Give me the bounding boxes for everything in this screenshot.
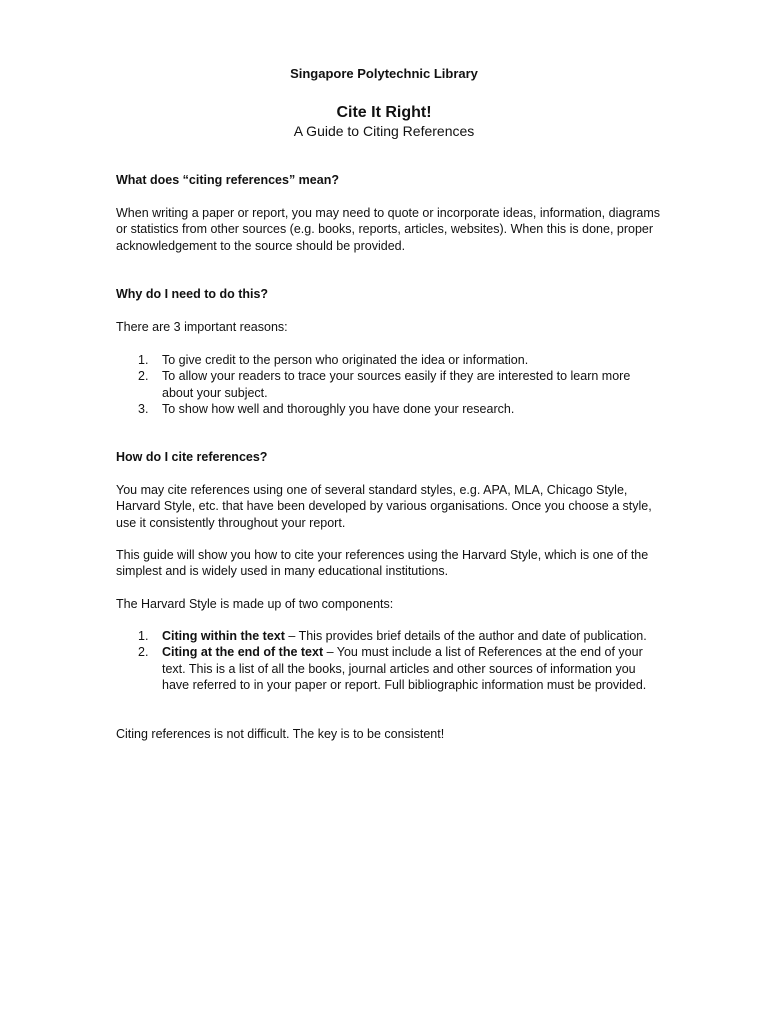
- list-item: [116, 644, 661, 693]
- section-paragraph-components: The Harvard Style is made up of two components:: [116, 597, 394, 611]
- list-item-number: 1.: [138, 629, 149, 643]
- list-item-lead: Citing within the text: [162, 629, 285, 643]
- list-item-number: 3.: [138, 401, 149, 416]
- components-list: [116, 628, 661, 693]
- list-item: [116, 352, 661, 368]
- section-paragraph-styles: You may cite references using one of several standard styles, e.g. APA, MLA, Chicago Style, Harvard Style, etc. that have been developed by various organisations. Once you choose a style, use it consistently throughout your report.: [116, 483, 652, 530]
- list-item-text: To give credit to the person who originated the idea or information.: [162, 353, 529, 367]
- document-title: Cite It Right!: [336, 104, 432, 121]
- reasons-intro: There are 3 important reasons:: [116, 320, 288, 334]
- list-item-text: To show how well and thoroughly you have done your research.: [162, 401, 515, 416]
- section-paragraph-what: When writing a paper or report, you may need to quote or incorporate ideas, information, diagrams or statistics from other sources (e.g. books, reports, articles, websites). When this is done, proper acknowledgement to the source should be provided.: [116, 206, 661, 253]
- reasons-list: [116, 352, 661, 417]
- section-heading-what: What does “citing references” mean?: [116, 173, 339, 187]
- list-item-number: 1.: [138, 353, 149, 367]
- list-item-text: To allow your readers to trace your sources easily if they are interested to learn more about your subject.: [162, 369, 631, 400]
- organization-name: Singapore Polytechnic Library: [290, 66, 478, 81]
- list-item-text: – This provides brief details of the author and date of publication.: [284, 629, 647, 643]
- section-heading-why: Why do I need to do this?: [116, 287, 269, 301]
- list-item-number: 2.: [138, 645, 149, 660]
- list-item: [116, 368, 661, 401]
- list-item-text: – You must include a list of References at the end of your text. This is a list of all the books, journal articles and other sources of information you have referred to in your paper or report. Full bibliographic information must be provided.: [162, 645, 647, 692]
- section-paragraph-harvard: This guide will show you how to cite your references using the Harvard Style, which is one of the simplest and is widely used in many educational institutions.: [116, 548, 649, 579]
- list-item: [116, 628, 661, 644]
- list-item-number: 2.: [138, 369, 149, 384]
- closing-statement: Citing references is not difficult. The key is to be consistent!: [116, 727, 445, 741]
- section-heading-how: How do I cite references?: [116, 450, 268, 464]
- document-subtitle: A Guide to Citing References: [293, 123, 475, 139]
- list-item-lead: Citing at the end of the text: [162, 645, 324, 660]
- list-item: [116, 401, 661, 417]
